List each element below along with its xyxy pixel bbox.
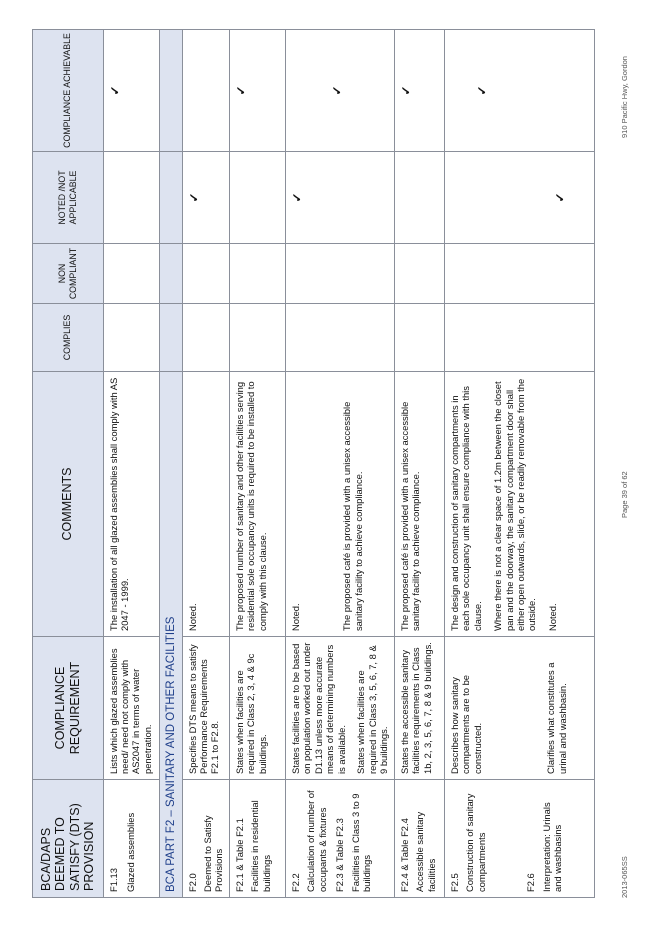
- clause-title: Facilities in residential buildings: [249, 800, 272, 892]
- requirement-text: States facilities are to be based on population worked out under D1.13 unless more accurate means of determining numbers is available.: [289, 642, 347, 774]
- compliance-table: [32, 29, 595, 898]
- comment-cell: Noted.: [182, 372, 229, 637]
- comment-text: The design and construction of sanitary compartments in each sole occupancy unit shall ensure compliance with this clause.: [448, 386, 483, 631]
- check-mark: ✓: [552, 192, 567, 203]
- comment-text: The proposed café is provided with a unisex accessible sanitary facility to achieve compliance.: [341, 401, 364, 631]
- clause-code: F2.6: [525, 873, 537, 892]
- check-mark: ✓: [329, 85, 344, 96]
- check-mark: ✓: [474, 85, 489, 96]
- provision-cell: [182, 780, 229, 898]
- noted-cell: [285, 152, 394, 244]
- requirement-cell: States the accessible sanitary facilities requirements in Class 1b, 2, 3, 5, 6, 7, 8 & 9 buildings.: [394, 637, 444, 780]
- clause-title: Accessible sanitary facilities: [414, 811, 437, 892]
- noted-cell: [182, 152, 229, 244]
- clause-title: Glazed assemblies: [124, 812, 136, 892]
- requirement-text: Clarifies what constitutes a urinal and washbasin.: [545, 662, 568, 774]
- non-compliant-cell: [103, 244, 159, 304]
- achievable-cell: [229, 30, 285, 152]
- clause-code: F2.3 & Table F2.3: [334, 818, 346, 892]
- achievable-cell: [444, 30, 594, 152]
- header-comments: COMMENTS: [33, 372, 104, 637]
- requirement-cell: Lists which glazed assemblies need/ need not comply with AS2047 in terms of water penetration.: [103, 637, 159, 780]
- clause-code: F1.13: [107, 868, 119, 892]
- requirement-text: Describes how sanitary compartments are to be constructed.: [448, 674, 483, 774]
- provision-cell: [103, 780, 159, 898]
- check-mark: ✓: [398, 85, 413, 96]
- footer-doc-number: 2013-065SS: [620, 856, 629, 898]
- check-mark: ✓: [233, 85, 248, 96]
- comment-cell: The proposed number of sanitary and other facilities serving residential sole occupancy units is required to be installed to comply with this clause.: [229, 372, 285, 637]
- clause-code: F2.2: [289, 873, 301, 892]
- clause-code: F2.0: [186, 873, 198, 892]
- comment-text: Where there is not a clear space of 1.2m between the closet pan and the doorway, the sanitary compartment door shall either open outwards, slide, or be readily removable from the outside.: [492, 378, 538, 631]
- header-noted: NOTED /NOT APPLICABLE: [33, 152, 104, 244]
- achievable-cell: [285, 30, 394, 152]
- provision-cell: [444, 780, 594, 898]
- header-complies: COMPLIES: [33, 304, 104, 372]
- noted-cell: [444, 152, 594, 244]
- clause-title: Construction of sanitary compartments: [464, 793, 487, 892]
- provision-cell: [285, 780, 394, 898]
- header-achievable: COMPLIANCE ACHIEVABLE: [33, 30, 104, 152]
- table-row-f22-f23: [285, 30, 394, 898]
- check-mark: ✓: [107, 85, 122, 96]
- table-row-f20: [182, 30, 229, 898]
- requirement-text: States when facilities are required in Class 3, 5, 6, 7, 8 & 9 buildings.: [355, 645, 390, 774]
- requirement-cell: [285, 637, 394, 780]
- clause-title: Calculation of number of occupants & fixtures: [305, 790, 328, 892]
- clause-title: Facilities in Class 3 to 9 buildings: [349, 793, 373, 892]
- requirement-cell: Specifies DTS means to satisfy Performance Requirements F2.1 to F2.8.: [182, 637, 229, 780]
- comment-cell: The installation of all glazed assemblies shall comply with AS 2047 - 1999.: [103, 372, 159, 637]
- header-requirement: COMPLIANCE REQUIREMENT: [33, 637, 104, 780]
- provision-cell: [229, 780, 285, 898]
- header-non-compliant: NON COMPLIANT: [33, 244, 104, 304]
- footer-page-number: Page 39 of 62: [620, 471, 629, 518]
- header-row: [33, 30, 104, 898]
- comment-text: Noted.: [289, 603, 301, 631]
- table-row-f24: [394, 30, 444, 898]
- table-row-f25-f26: [444, 30, 594, 898]
- clause-title: Deemed to Satisfy Provisions: [201, 815, 225, 892]
- requirement-cell: [444, 637, 594, 780]
- table-row-f113: [103, 30, 159, 898]
- clause-code: F2.5: [448, 873, 460, 892]
- check-mark: ✓: [289, 192, 304, 203]
- clause-code: F2.1 & Table F2.1: [233, 818, 245, 892]
- noted-cell: [103, 152, 159, 244]
- header-provision: BCA/DAPS DEEMED TO SATISFY (DTS) PROVISION: [33, 780, 104, 898]
- comment-cell: The proposed café is provided with a unisex accessible sanitary facility to achieve compliance.: [394, 372, 444, 637]
- section-row-f2: [159, 30, 182, 898]
- comment-text: Noted.: [546, 603, 558, 631]
- requirement-cell: States when facilities are required in Class 2, 3, 4 & 9c buildings.: [229, 637, 285, 780]
- section-title: BCA PART F2 – SANITARY AND OTHER FACILITIES: [159, 372, 182, 898]
- check-mark: ✓: [186, 192, 201, 203]
- achievable-cell: [394, 30, 444, 152]
- clause-code: F2.4 & Table F2.4: [398, 818, 410, 892]
- footer-address: 910 Pacific Hwy, Gordon: [620, 56, 629, 138]
- provision-cell: [394, 780, 444, 898]
- complies-cell: [103, 304, 159, 372]
- comment-cell: [444, 372, 594, 637]
- comment-cell: [285, 372, 394, 637]
- table-row-f21: [229, 30, 285, 898]
- achievable-cell: [103, 30, 159, 152]
- clause-title: Interpretation: Urinals and washbasins: [540, 802, 564, 892]
